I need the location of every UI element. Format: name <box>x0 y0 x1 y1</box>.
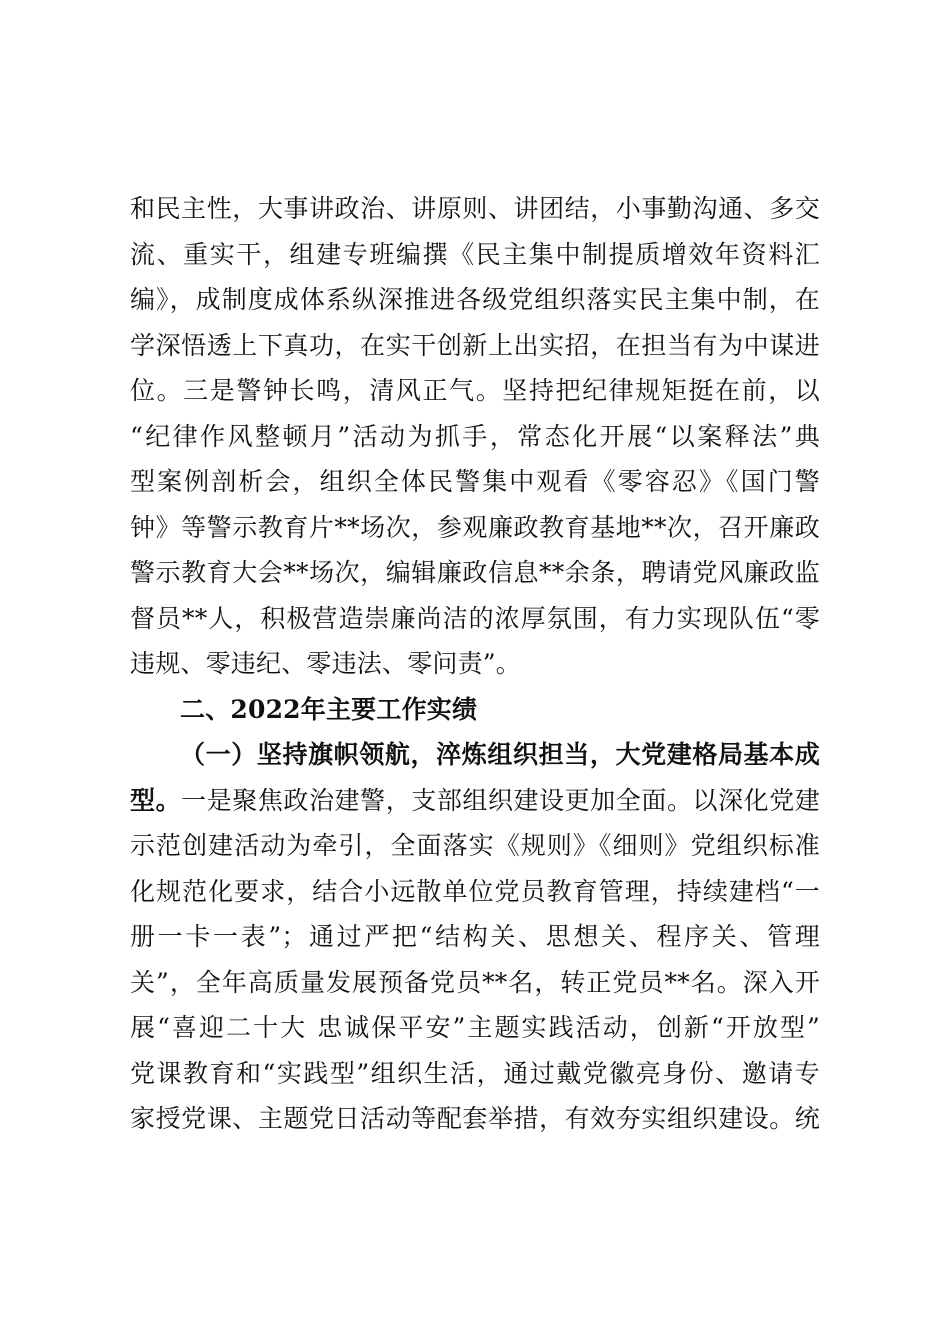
paragraph-line: 示范创建活动为牵引，全面落实《规则》《细则》党组织标准 <box>130 831 820 860</box>
paragraph-line: 和民主性，大事讲政治、讲原则、讲团结，小事勤沟通、多交 <box>130 194 820 223</box>
subsection-title-continuation <box>130 778 820 824</box>
subsection-title: （一）坚持旗帜领航，淬炼组织担当，大党建格局基本成 <box>180 740 820 769</box>
paragraph-line: 位。三是警钟长鸣，清风正气。坚持把纪律规矩挺在前，以 <box>130 376 820 405</box>
paragraph-run: 一是聚焦政治建警，支部组织建设更加全面。以深化党建 <box>181 785 820 815</box>
paragraph-line: 警示教育大会**场次，编辑廉政信息**余条，聘请党风廉政监 <box>130 558 820 587</box>
paragraph-line: 学深悟透上下真功，在实干创新上出实招，在担当有为中谋进 <box>130 330 820 360</box>
paragraph-line: 钟》等警示教育片**场次，参观廉政教育基地**次，召开廉政 <box>130 512 820 542</box>
paragraph-line: “纪律作风整顿月”活动为抓手，常态化开展“以案释法”典 <box>130 421 820 451</box>
paragraph-line: 流、重实干，组建专班编撰《民主集中制提质增效年资料汇 <box>130 239 820 269</box>
document-body <box>130 186 820 1142</box>
paragraph-line: 家授党课、主题党日活动等配套举措，有效夯实组织建设。统 <box>130 1104 820 1133</box>
paragraph-line: 督员**人，积极营造崇廉尚洁的浓厚氛围，有力实现队伍“零 <box>130 603 820 633</box>
subsection-title-end: 型。 <box>130 785 182 815</box>
paragraph-line: 党课教育和“实践型”组织生活，通过戴党徽亮身份、邀请专 <box>130 1058 820 1088</box>
paragraph-line: 展“喜迎二十大 忠诚保平安”主题实践活动，创新“开放型” <box>130 1013 821 1042</box>
section-heading: 二、2022年主要工作实绩 <box>180 694 478 724</box>
paragraph-line: 册一卡一表”；通过严把“结构关、思想关、程序关、管理 <box>130 922 820 951</box>
paragraph-line: 关”，全年高质量发展预备党员**名，转正党员**名。深入开 <box>130 967 820 997</box>
paragraph-line: 编》，成制度成体系纵深推进各级党组织落实民主集中制，在 <box>130 285 820 314</box>
paragraph-line: 型案例剖析会，组织全体民警集中观看《零容忍》《国门警 <box>130 467 820 496</box>
paragraph-line: 化规范化要求，结合小远散单位党员教育管理，持续建档“一 <box>130 876 820 906</box>
paragraph-line: 违规、零违纪、零违法、零问责”。 <box>130 649 521 678</box>
